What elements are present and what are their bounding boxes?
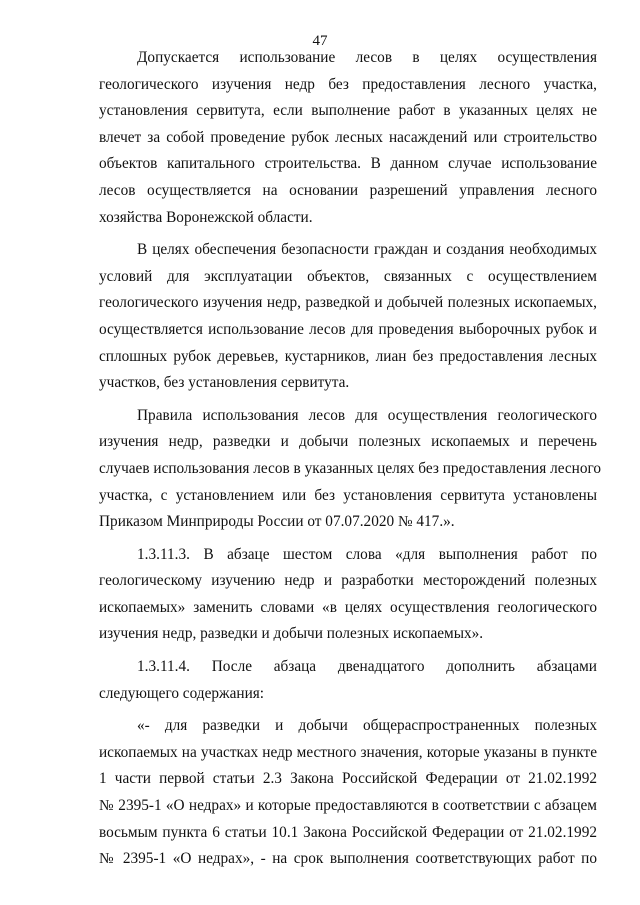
text-line: условий для эксплуатации объектов, связанных с осуществлением: [99, 267, 597, 285]
paragraph-6: [99, 713, 597, 873]
text-line: геологическому изучению недр и разработки месторождений полезных: [99, 572, 597, 590]
text-line: случаев использования лесов в указанных целях без предоставления лесного: [99, 459, 602, 477]
paragraph-2: [99, 237, 597, 397]
paragraph-1: [99, 45, 597, 231]
text-line: объектов капитального строительства. В данном случае использование: [99, 155, 597, 173]
text-line: 1.3.11.3. В абзаце шестом слова «для выполнения работ по: [137, 545, 597, 563]
text-line: влечет за собой проведение рубок лесных насаждений или строительство: [99, 128, 597, 146]
paragraph-5: [99, 654, 597, 707]
text-line: сплошных рубок деревьев, кустарников, лиан без предоставления лесных: [99, 347, 597, 365]
text-line: хозяйства Воронежской области.: [99, 208, 313, 226]
text-line: лесов осуществляется на основании разрешений управления лесного: [99, 181, 597, 199]
text-line: В целях обеспечения безопасности граждан и создания необходимых: [137, 241, 597, 259]
text-line: 1.3.11.4. После абзаца двенадцатого дополнить абзацами: [137, 658, 597, 676]
text-line: следующего содержания:: [99, 684, 265, 702]
text-line: изучения недр, разведки и добычи полезных ископаемых».: [99, 625, 484, 643]
text-line: № 2395-1 «О недрах» и которые предоставляются в соответствии с абзацем: [99, 797, 597, 815]
text-line: Приказом Минприроды России от 07.07.2020 № 417.».: [99, 513, 455, 531]
paragraph-3: [99, 403, 602, 536]
text-line: восьмым пункта 6 статьи 10.1 Закона Российской Федерации от 21.02.1992: [99, 823, 597, 841]
text-line: ископаемых на участках недр местного значения, которые указаны в пункте: [99, 743, 597, 761]
text-line: изучения недр, разведки и добычи полезных ископаемых и перечень: [99, 433, 597, 451]
text-line: участка, с установлением или без установления сервитута установлены: [99, 486, 597, 504]
text-line: осуществляется использование лесов для проведения выборочных рубок и: [99, 320, 597, 338]
text-line: «- для разведки и добычи общераспространенных полезных: [137, 717, 597, 735]
paragraph-4: [99, 542, 597, 648]
page-number: 47: [312, 33, 328, 49]
document-body: [99, 45, 602, 873]
text-line: № 2395-1 «О недрах», - на срок выполнения соответствующих работ по: [99, 850, 597, 868]
text-line: 1 части первой статьи 2.3 Закона Российской Федерации от 21.02.1992: [99, 770, 597, 788]
text-line: Правила использования лесов для осуществления геологического: [137, 406, 597, 424]
text-line: геологического изучения недр, разведкой и добычей полезных ископаемых,: [99, 294, 597, 312]
text-line: участков, без установления сервитута.: [99, 374, 350, 392]
text-line: установления сервитута, если выполнение работ в указанных целях не: [99, 102, 597, 120]
text-line: ископаемых» заменить словами «в целях осуществления геологического: [99, 598, 597, 616]
text-line: геологического изучения недр без предоставления лесного участка,: [99, 75, 597, 93]
text-line: Допускается использование лесов в целях осуществления: [137, 49, 597, 66]
